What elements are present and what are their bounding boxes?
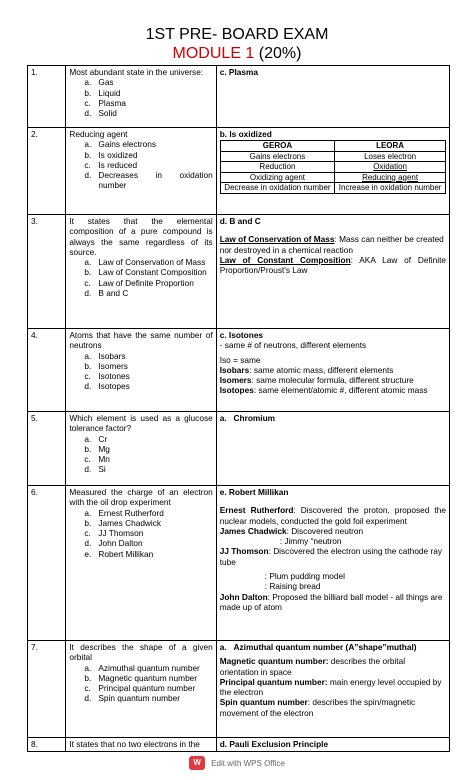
geroa-header: GEROA — [220, 141, 334, 152]
answer-cell — [216, 486, 449, 641]
answer-cell — [216, 641, 449, 738]
sub-cell: Gains electrons — [220, 151, 334, 162]
question-row-4 — [28, 329, 450, 412]
question-cell — [66, 486, 216, 641]
question-number: 6. — [28, 486, 66, 641]
question-row-1 — [28, 66, 450, 128]
iso-definition: Iso = same — [219, 354, 261, 365]
leora-header: LEORA — [335, 141, 446, 152]
answer-text: a. Chromium — [219, 413, 276, 423]
option-item: b. Liquid — [84, 88, 212, 98]
question-cell — [66, 215, 216, 329]
answer-note: - same # of neutrons, different elements — [219, 340, 367, 351]
option-item: d. B and C — [84, 288, 212, 298]
option-item: a. Isobars — [84, 351, 212, 361]
question-text: It states that the elemental composition of a pure compound is always the same regardless of its source. — [69, 216, 213, 257]
option-item: a. Gains electrons — [84, 139, 212, 149]
options-list — [69, 139, 212, 190]
question-row-5 — [28, 412, 450, 486]
option-item: b. Mg — [84, 444, 212, 454]
sub-header-row — [220, 141, 445, 152]
answer-text: c. Isotones — [219, 330, 264, 340]
option-item: b. Law of Constant Composition — [84, 267, 212, 277]
option-item: d. John Dalton — [84, 538, 212, 548]
wps-footer[interactable] — [0, 753, 474, 773]
option-item: c. Mn — [84, 454, 212, 464]
answer-text: d. B and C — [219, 216, 261, 226]
option-item: d. Si — [84, 464, 212, 474]
question-number: 5. — [28, 412, 66, 486]
sub-cell: Oxidizing agent — [220, 172, 334, 183]
question-text: Measured the charge of an electron with the oil drop experiment — [69, 487, 213, 508]
option-item: c. Isotones — [84, 371, 212, 381]
option-item: b. James Chadwick — [84, 518, 212, 528]
explanation: Isobars: same atomic mass, different elements — [219, 364, 394, 375]
question-cell — [66, 412, 216, 486]
explanation: Law of Constant Composition: AKA Law of Definite Proportion/Proust's Law — [219, 254, 446, 276]
option-item: e. Robert Millikan — [84, 549, 212, 559]
explanation: Law of Conservation of Mass: Mass can neither be created nor destroyed in a chemical reaction — [219, 234, 444, 255]
explanation-sub: : Jimmy “neutron — [279, 536, 342, 547]
option-item: c. Plasma — [84, 98, 212, 108]
option-item: b. Isomers — [84, 361, 212, 371]
sub-cell: Oxidation — [335, 162, 446, 173]
option-item: b. Magnetic quantum number — [84, 673, 212, 683]
module-label: MODULE 1 — [172, 45, 255, 62]
sub-row — [220, 151, 445, 162]
options-list — [69, 77, 212, 118]
option-item: a. Azimuthal quantum number — [84, 663, 212, 673]
question-number: 1. — [28, 66, 66, 128]
explanation: John Dalton: Proposed the billiard ball model - all things are made up of atom — [219, 591, 443, 612]
option-item: d. Decreases in oxidation number — [84, 170, 212, 191]
answer-cell — [216, 329, 449, 412]
option-item: b. Is oxidized — [84, 150, 212, 160]
question-row-7 — [28, 641, 450, 738]
answer-text: c. Plasma — [219, 67, 258, 77]
option-item: a. Law of Conservation of Mass — [84, 257, 212, 267]
question-number: 7. — [28, 641, 66, 738]
option-item: c. Principal quantum number — [84, 683, 212, 693]
options-list — [69, 508, 212, 559]
wps-footer-text: Edit with WPS Office — [211, 758, 285, 768]
explanation: Magnetic quantum number: describes the orbital orientation in space — [219, 656, 406, 677]
question-number: 2. — [28, 128, 66, 215]
explanation: James Chadwick: Discovered neutron — [219, 525, 364, 536]
options-list — [69, 434, 212, 475]
option-item: c. JJ Thomson — [84, 528, 212, 538]
question-text: Which element is used as a glucose tolerance factor? — [69, 413, 213, 434]
question-table — [27, 65, 450, 752]
module-title — [0, 45, 474, 63]
question-cell — [66, 641, 216, 738]
option-item: c. Law of Definite Proportion — [84, 278, 212, 288]
question-text: Reducing agent — [69, 129, 128, 139]
option-item: c. Is reduced — [84, 160, 212, 170]
option-item: d. Solid — [84, 108, 212, 118]
answer-text: b. Is oxidized — [219, 129, 272, 139]
answer-cell — [216, 66, 449, 128]
module-percent: (20%) — [258, 45, 302, 62]
options-list — [69, 257, 212, 298]
options-list — [69, 351, 212, 392]
geroa-leora-table — [220, 140, 446, 194]
explanation: Isotopes: same element/atomic #, different atomic mass — [219, 385, 428, 396]
question-row-8 — [28, 738, 450, 752]
answer-text: e. Robert Millikan — [219, 487, 289, 497]
option-item: a. Gas — [84, 77, 212, 87]
sub-cell: Decrease in oxidation number — [220, 183, 334, 194]
question-number: 3. — [28, 215, 66, 329]
sub-row — [220, 172, 445, 183]
explanation: Isomers: same molecular formula, different structure — [219, 375, 414, 386]
question-row-3 — [28, 215, 450, 329]
question-text: It states that no two electrons in the — [66, 738, 216, 752]
answer-cell — [216, 128, 449, 215]
answer-text: a. Azimuthal quantum number (A”shape”muthal) — [219, 642, 417, 652]
answer-text: d. Pauli Exclusion Principle — [219, 739, 329, 749]
wps-logo-icon: W — [189, 756, 205, 770]
sub-cell: Increase in oxidation number — [335, 183, 446, 194]
explanation: Ernest Rutherford: Discovered the proton, proposed the nuclear models, conducted the gold foil experiment — [219, 505, 446, 526]
question-cell — [66, 128, 216, 215]
question-text: Most abundant state in the universe: — [69, 67, 204, 77]
explanation: JJ Thomson: Discovered the electron using the cathode ray tube — [219, 546, 442, 567]
question-cell — [66, 329, 216, 412]
question-text: Atoms that have the same number of neutrons — [69, 330, 213, 351]
sub-row — [220, 183, 445, 194]
exam-title: 1ST PRE- BOARD EXAM — [145, 26, 329, 43]
option-item: a. Ernest Rutherford — [84, 508, 212, 518]
sub-cell: Reducing agent — [335, 172, 446, 183]
explanation: Spin quantum number: describes the spin/magnetic movement of the electron — [219, 697, 416, 718]
question-number: 4. — [28, 329, 66, 412]
explanation: Principal quantum number: main energy level occupied by the electron — [219, 676, 442, 698]
sub-row — [220, 162, 445, 173]
sub-cell: Reduction — [220, 162, 334, 173]
option-item: d. Isotopes — [84, 381, 212, 391]
question-cell — [66, 66, 216, 128]
question-row-6 — [28, 486, 450, 641]
answer-cell — [216, 412, 449, 486]
question-text: It describes the shape of a given orbital — [69, 642, 213, 663]
option-item: d. Spin quantum number — [84, 693, 212, 703]
option-item: a. Cr — [84, 434, 212, 444]
answer-cell — [216, 215, 449, 329]
question-row-2 — [28, 128, 450, 215]
answer-cell — [216, 738, 449, 752]
sub-cell: Loses electron — [335, 151, 446, 162]
explanation-sub: : Plum pudding model — [264, 571, 345, 582]
question-number: 8. — [28, 738, 66, 752]
explanation-sub: : Raising bread — [264, 581, 321, 592]
options-list — [69, 663, 212, 704]
